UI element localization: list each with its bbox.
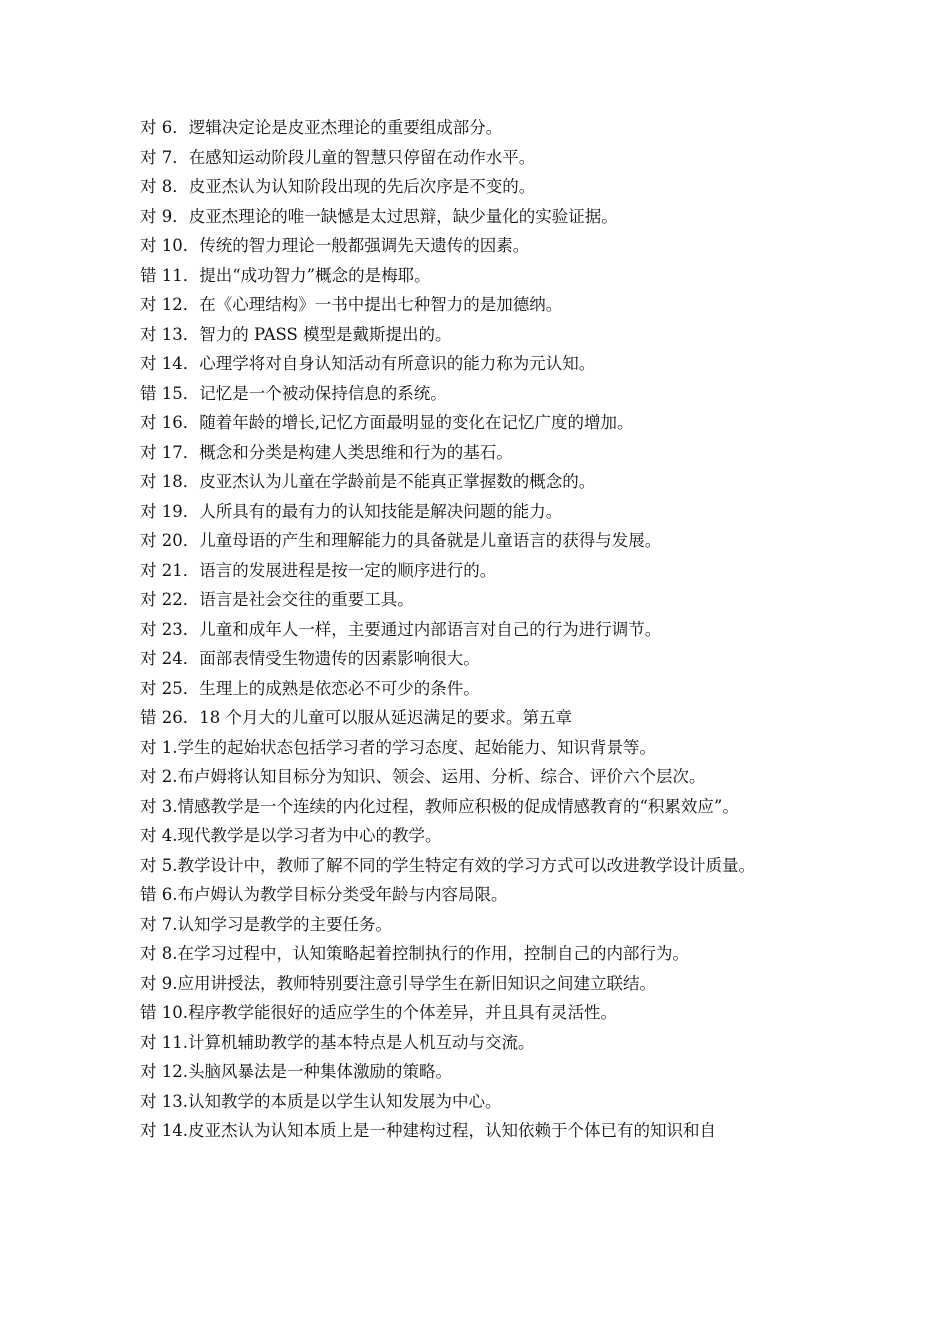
answer-line: 对 2.布卢姆将认知目标分为知识、领会、运用、分析、综合、评价六个层次。: [140, 767, 706, 786]
answer-line: 对 14.皮亚杰认为认知本质上是一种建构过程，认知依赖于个体已有的知识和自: [140, 1121, 716, 1140]
answer-line: 对 19．人所具有的最有力的认知技能是解决问题的能力。: [140, 501, 563, 521]
answer-line: 错 15．记忆是一个被动保持信息的系统。: [140, 383, 447, 403]
answer-line: 错 11．提出“成功智力”概念的是梅耶。: [140, 265, 431, 285]
answer-line: 对 13．智力的 PASS 模型是戴斯提出的。: [140, 324, 452, 344]
answer-line: 对 24．面部表情受生物遗传的因素影响很大。: [140, 649, 480, 668]
answer-line: 错 10.程序教学能很好的适应学生的个体差异，并且具有灵活性。: [140, 1003, 617, 1022]
answer-line: 对 9．皮亚杰理论的唯一缺憾是太过思辩，缺少量化的实验证据。: [140, 206, 618, 226]
answer-line: 对 8.在学习过程中，认知策略起着控制执行的作用，控制自己的内部行为。: [140, 944, 689, 963]
answer-line: 对 12.头脑风暴法是一种集体激励的策略。: [140, 1062, 452, 1081]
answer-line: 对 10．传统的智力理论一般都强调先天遗传的因素。: [140, 236, 530, 255]
answer-line: 对 25．生理上的成熟是依恋必不可少的条件。: [140, 678, 480, 698]
answer-line: 对 16．随着年龄的增长,记忆方面最明显的变化在记忆广度的增加。: [140, 413, 634, 432]
answer-line: 对 13.认知教学的本质是以学生认知发展为中心。: [140, 1091, 502, 1111]
answer-line: 对 7．在感知运动阶段儿童的智慧只停留在动作水平。: [140, 147, 536, 167]
answer-line: 对 18．皮亚杰认为儿童在学龄前是不能真正掌握数的概念的。: [140, 472, 596, 491]
answer-line: 对 17．概念和分类是构建人类思维和行为的基石。: [140, 442, 513, 462]
answer-line: 对 9.应用讲授法，教师特别要注意引导学生在新旧知识之间建立联结。: [140, 973, 656, 993]
answer-line: 对 1.学生的起始状态包括学习者的学习态度、起始能力、知识背景等。: [140, 737, 656, 757]
answer-line: 对 20．儿童母语的产生和理解能力的具备就是儿童语言的获得与发展。: [140, 531, 662, 550]
answer-line: 对 4.现代教学是以学习者为中心的教学。: [140, 826, 442, 845]
answer-line: 对 14．心理学将对自身认知活动有所意识的能力称为元认知。: [140, 354, 596, 373]
answer-line: 对 8．皮亚杰认为认知阶段出现的先后次序是不变的。: [140, 177, 536, 196]
answer-line: 对 5.教学设计中，教师了解不同的学生特定有效的学习方式可以改进教学设计质量。: [140, 855, 755, 875]
answer-line: 对 23．儿童和成年人一样，主要通过内部语言对自己的行为进行调节。: [140, 619, 662, 639]
answer-line: 对 21．语言的发展进程是按一定的顺序进行的。: [140, 560, 497, 580]
answer-line: 错 6.布卢姆认为教学目标分类受年龄与内容局限。: [140, 885, 508, 904]
answer-line: 对 11.计算机辅助教学的基本特点是人机互动与交流。: [140, 1032, 535, 1052]
answer-line: 对 7.认知学习是教学的主要任务。: [140, 914, 392, 934]
answer-line: 对 3.情感教学是一个连续的内化过程，教师应积极的促成情感教育的“积累效应”。: [140, 796, 739, 816]
answer-line: 对 6．逻辑决定论是皮亚杰理论的重要组成部分。: [140, 118, 503, 137]
answer-line: 错 26．18 个月大的儿童可以服从延迟满足的要求。第五章: [140, 708, 572, 727]
answer-line: 对 12．在《心理结构》一书中提出七种智力的是加德纳。: [140, 295, 563, 314]
answer-list: [140, 113, 820, 1146]
answer-line: 对 22．语言是社会交往的重要工具。: [140, 590, 414, 609]
